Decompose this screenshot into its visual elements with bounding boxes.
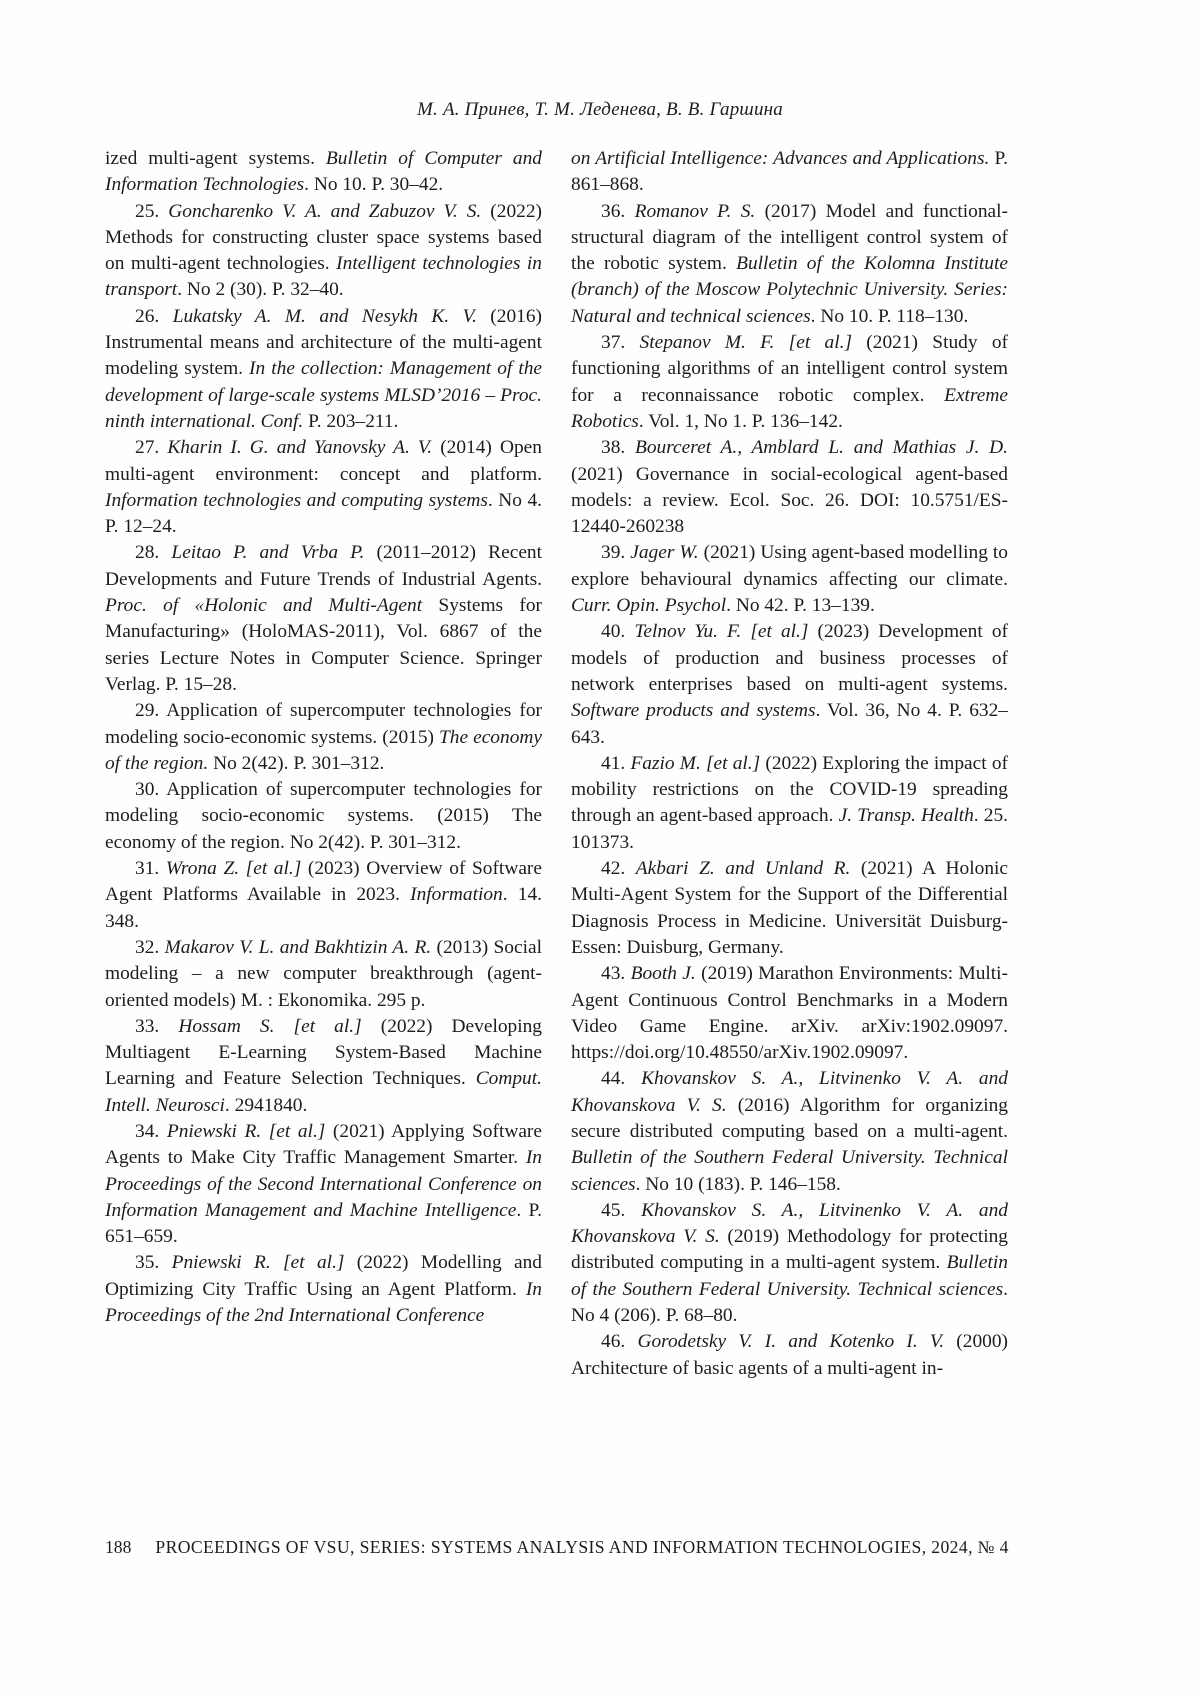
reference-text-italic: Bulletin of Computer and Information Technologies [105,148,542,196]
reference-text: (2000) Architecture of basic agents of a multi-agent in- [571,1331,1009,1379]
reference-text-italic: Telnov Yu. F. [et al.] [634,621,809,643]
reference-entry [105,777,542,856]
reference-text-italic: Gorodetsky V. I. and Kotenko I. V. [637,1331,945,1353]
reference-text: . Vol. 1, No 1. P. 136–142. [638,410,843,432]
reference-entry [571,856,1008,961]
reference-text: P. 861–868. [571,148,1008,196]
reference-text: (2011–2012) Recent Developments and Future Trends of Industrial Agents. [105,542,543,590]
reference-text: (2022) Methods for constructing cluster space systems based on multi-agent technologies. [105,200,542,275]
reference-entry [571,1329,1008,1382]
reference-text-italic: Bulletin of the Southern Federal University. Technical sciences [571,1147,1008,1195]
reference-entry [105,435,542,540]
page-number: 188 [105,1537,132,1557]
reference-text: (2019) Methodology for protecting distributed computing in a multi-agent system. [571,1226,1008,1274]
reference-text: (2022) Exploring the impact of mobility restrictions on the COVID-19 spreading through an agent-based approach. [571,752,1008,827]
reference-text-italic: Wrona Z. [et al.] [165,858,302,880]
reference-text: 30. Application of supercomputer technologies for modeling socio-economic systems. (2015) The economy of the region. No 2(42). P. 301–312. [105,779,542,853]
reference-text-italic: The economy of the region. [105,726,543,774]
reference-text: . 25. 101373. [571,805,1008,853]
reference-text: 34. [135,1120,167,1142]
reference-text-italic: Bourceret A., Amblard L. and Mathias J. D. [635,437,1008,459]
reference-entry [105,935,542,1014]
page-header-authors: М. А. Принев, Т. М. Леденева, В. В. Гаршина [417,99,783,120]
reference-text: (2019) Marathon Environments: Multi-Agent Continuous Control Benchmarks in a Modern Video Game Engine. arXiv. arXiv:1902.09097. https://doi.org/10.48550/arXiv.1902.09097. [571,963,1009,1064]
reference-text: 35. [135,1252,172,1274]
reference-entry [571,1198,1008,1329]
reference-text: 41. [601,752,631,774]
reference-text: 36. [601,200,635,222]
reference-text: 40. [601,621,635,643]
reference-text: (2023) Development of models of production and business processes of network enterprises based on multi-agent systems. [571,621,1008,695]
reference-text-italic: J. Transp. Health [838,805,974,827]
reference-text-italic: Stepanov M. F. [et al.] [639,332,852,354]
reference-text-italic: Romanov P. S. [634,200,756,222]
reference-entry [105,1014,542,1119]
reference-text: (2023) Overview of Software Agent Platforms Available in 2023. [105,858,542,906]
reference-entry [105,146,542,199]
reference-text: (2016) Instrumental means and architecture of the multi-agent modeling system. [105,305,542,380]
reference-text: . No 4 (206). P. 68–80. [571,1278,1008,1327]
reference-entry [571,435,1008,540]
right-column [571,146,1008,1382]
reference-text: 37. [601,332,640,354]
reference-text: 27. [135,437,168,459]
reference-text-italic: Proc. of «Holonic and Multi-Agent [105,595,423,617]
reference-text-italic: Lukatsky A. M. and Nesykh K. V. [172,305,477,327]
reference-entry [571,540,1008,619]
reference-text-italic: Makarov V. L. and Bakhtizin A. R. [164,936,432,958]
reference-text: (2021) Applying Software Agents to Make City Traffic Management Smarter. [105,1120,543,1169]
reference-entry [571,146,1008,199]
reference-text: ized multi-agent systems. [105,148,326,169]
reference-text: 43. [601,963,631,985]
reference-text: (2017) Model and functional-structural diagram of the intelligent control system of the robotic system. [571,200,1009,275]
reference-text-italic: Hossam S. [et al.] [178,1015,362,1037]
reference-entry [105,540,542,698]
reference-entry [105,199,542,304]
reference-text: (2021) Governance in social-ecological agent-based models: a review. Ecol. Soc. 26. DOI: 10.5751/ES-12440-260238 [571,463,1008,538]
reference-text: (2021) Study of functioning algorithms of an intelligent control system for a reconnaissance robotic complex. [571,332,1008,406]
reference-text-italic: Akbari Z. and Unland R. [635,858,851,880]
reference-text-italic: In Proceedings of the Second International Conference on Information Management and Machine Intelligence [105,1147,542,1221]
reference-text-italic: Goncharenko V. A. and Zabuzov V. S. [168,200,482,222]
reference-text: 25. [135,200,169,222]
reference-text-italic: Information [410,884,503,906]
reference-text: . 14. 348. [105,884,542,932]
reference-text: 31. [135,858,166,880]
reference-text-italic: Khovanskov S. A., Litvinenko V. A. and Khovanskova V. S. [571,1068,1008,1116]
reference-text-italic: on Artificial Intelligence: Advances and Applications. [571,148,990,169]
reference-text: 32. [135,936,165,958]
reference-text: Systems for Manufacturing» (HoloMAS-2011), Vol. 6867 of the series Lecture Notes in Computer Science. Springer Verlag. P. 15–28. [105,595,542,695]
reference-entry [105,1250,542,1329]
reference-entry [571,961,1008,1066]
reference-text-italic: Booth J. [630,963,696,985]
reference-text-italic: Bulletin of the Kolomna Institute (branch) of the Moscow Polytechnic University. Series: Natural and technical sciences [571,253,1008,327]
reference-text: 45. [601,1199,642,1221]
reference-entry [105,304,542,435]
reference-text: (2022) Modelling and Optimizing City Traffic Using an Agent Platform. [105,1252,542,1300]
reference-text: (2021) Using agent-based modelling to explore behavioural dynamics affecting our climate. [571,542,1009,590]
left-column [105,146,542,1382]
reference-entry [571,1066,1008,1197]
reference-text: P. 203–211. [303,410,399,432]
reference-entry [105,856,542,935]
reference-text: 38. [601,437,635,459]
reference-text: (2013) Social modeling – a new computer breakthrough (agent-oriented models) M. : Ekonomika. 295 p. [105,936,542,1011]
reference-text-italic: Kharin I. G. and Yanovsky A. V. [167,437,433,459]
reference-entry [571,199,1008,330]
reference-text: . No 10 (183). P. 146–158. [635,1173,841,1195]
reference-entry [571,751,1008,856]
journal-title: PROCEEDINGS OF VSU, SERIES: SYSTEMS ANALYSIS AND INFORMATION TECHNOLOGIES, 2024, № 4 [155,1537,1009,1557]
reference-entry [571,619,1008,750]
reference-text: 28. [135,542,172,564]
reference-text: 46. [601,1331,638,1353]
reference-text: . P. 651–659. [105,1199,542,1248]
reference-text: 29. Application of supercomputer technologies for modeling socio-economic systems. (2015) [105,700,542,748]
reference-text-italic: Khovanskov S. A., Litvinenko V. A. and Khovanskova V. S. [571,1199,1008,1248]
reference-text-italic: Comput. Intell. Neurosci [105,1068,542,1116]
reference-text-italic: In Proceedings of the 2nd International Conference [105,1278,542,1327]
reference-text-italic: Extreme Robotics [571,384,1008,432]
reference-text: . 2941840. [224,1094,308,1116]
reference-text-italic: Pniewski R. [et al.] [166,1120,326,1142]
reference-text-italic: Information technologies and computing systems [105,489,488,511]
reference-text: 44. [601,1068,642,1090]
references-section [105,146,1008,1382]
reference-text: . No 42. P. 13–139. [726,595,875,617]
reference-entry [105,698,542,777]
reference-text: . No 10. P. 118–130. [810,305,969,327]
reference-text: No 2(42). P. 301–312. [208,752,385,774]
reference-entry [571,330,1008,435]
reference-text-italic: Fazio M. [et al.] [630,752,761,774]
reference-text: . Vol. 36, No 4. P. 632–643. [571,700,1008,748]
reference-text-italic: Software products and systems [571,700,816,722]
reference-text-italic: Jager W. [630,542,699,564]
reference-text-italic: Leitao P. and Vrba P. [171,542,365,564]
page-footer [105,1537,1008,1558]
reference-text: 42. [601,858,636,880]
reference-text: 33. [135,1015,179,1037]
reference-text: (2014) Open multi-agent environment: concept and platform. [105,437,542,485]
reference-text: (2022) Developing Multiagent E-Learning System-Based Machine Learning and Feature Selection Techniques. [105,1015,542,1090]
reference-text-italic: Curr. Opin. Psychol [571,595,727,617]
reference-entry [105,1119,542,1250]
reference-text-italic: Pniewski R. [et al.] [171,1252,345,1274]
reference-text: (2021) A Holonic Multi-Agent System for the Support of the Differential Diagnosis Process in Medicine. Universität Duisburg-Essen: Duisburg, Germany. [571,858,1009,958]
reference-text: . No 10. P. 30–42. [304,174,444,196]
reference-text: (2016) Algorithm for organizing secure distributed computing based on a multi-agent. [571,1094,1008,1142]
reference-text-italic: In the collection: Management of the development of large-scale systems MLSD’2016 – Proc. ninth international. Conf. [105,358,543,432]
reference-text: 26. [135,305,173,327]
reference-text-italic: Bulletin of the Southern Federal University. Technical sciences [571,1252,1008,1300]
reference-text: . No 2 (30). P. 32–40. [177,279,344,301]
reference-text: . No 4. P. 12–24. [105,489,542,538]
reference-text-italic: Intelligent technologies in transport [105,253,542,301]
reference-text: 39. [601,542,631,564]
